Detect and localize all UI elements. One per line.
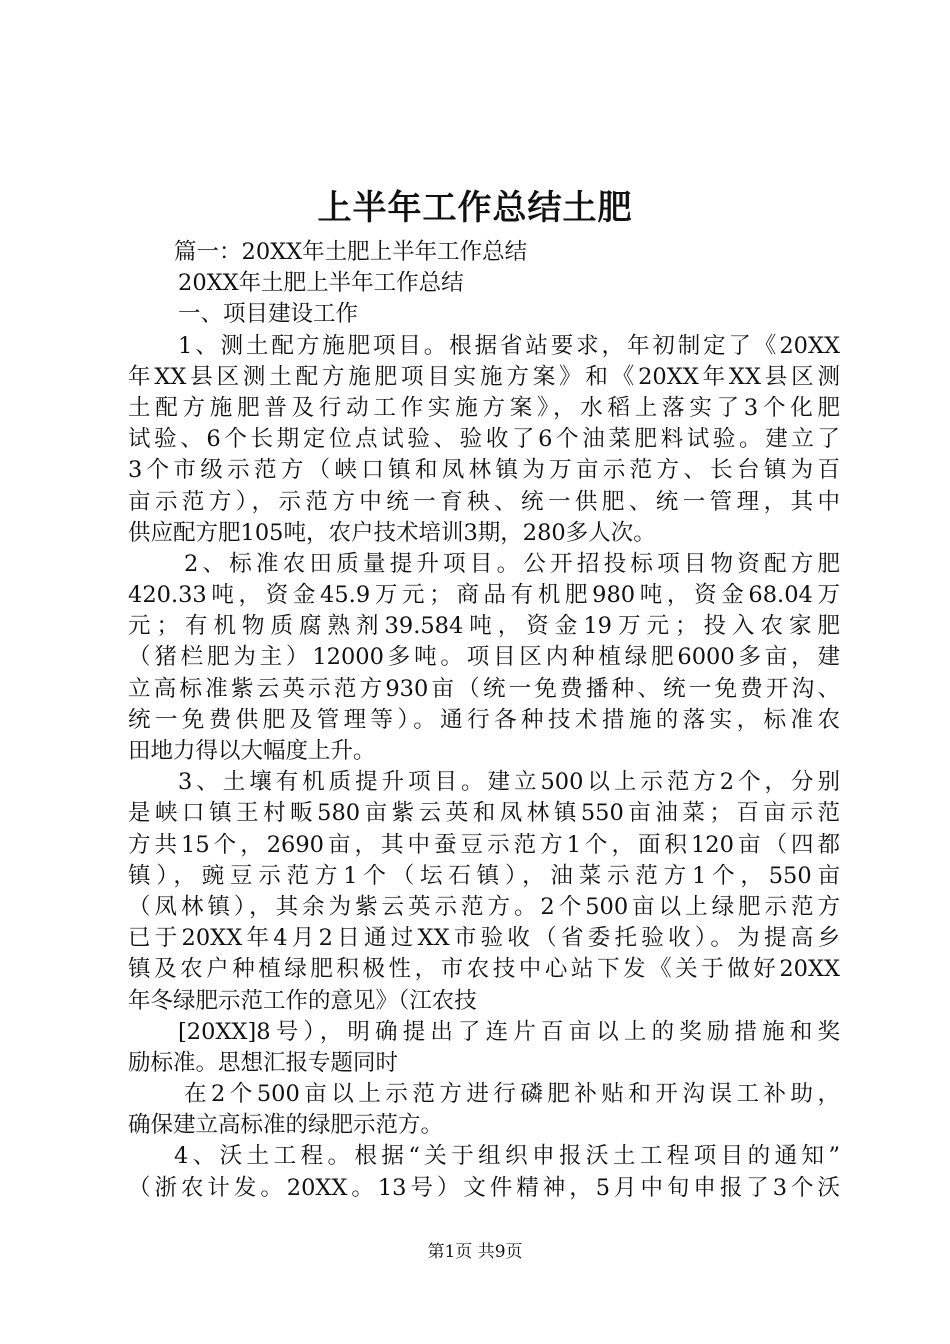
text-line: 4、沃土工程。根据“关于组织申报沃土工程项目的通知” <box>174 1143 840 1170</box>
text-line: 镇），豌豆示范方1个（坛石镇），油菜示范方1个，550亩 <box>128 862 840 889</box>
text-line: 已于20XX年4月2日通过XX市验收（省委托验收）。为提高乡 <box>128 925 840 952</box>
text-line: （浙农计发。20XX。13号）文件精神，5月中旬申报了3个沃 <box>128 1174 840 1201</box>
text-line: 励标准。思想汇报专题同时 <box>128 1049 399 1076</box>
text-line: 一、项目建设工作 <box>178 301 359 328</box>
text-line: 亩示范方），示范方中统一育秧、统一供肥、统一管理，其中 <box>128 488 840 515</box>
text-line: 元；有机物质腐熟剂39.584吨，资金19万元；投入农家肥 <box>128 613 840 640</box>
text-line: 20XX年土肥上半年工作总结 <box>178 270 464 297</box>
text-line: 确保建立高标准的绿肥示范方。 <box>128 1112 444 1139</box>
text-line: 年XX县区测土配方施肥项目实施方案》和《20XX年XX县区测 <box>128 363 840 390</box>
text-line: 是峡口镇王村畈580亩紫云英和凤林镇550亩油菜；百亩示范 <box>128 800 840 827</box>
text-line: 3个市级示范方（峡口镇和凤林镇为万亩示范方、长台镇为百 <box>128 457 840 484</box>
text-line: 统一免费供肥及管理等）。通行各种技术措施的落实，标准农 <box>128 706 840 733</box>
text-line: 420.33吨，资金45.9万元；商品有机肥980吨，资金68.04万 <box>128 582 840 609</box>
text-line: 供应配方肥105吨，农户技术培训3期，280多人次。 <box>128 519 656 546</box>
text-line: 2、标准农田质量提升项目。公开招投标项目物资配方肥 <box>184 550 840 577</box>
document-body <box>128 237 840 1204</box>
text-line: 年冬绿肥示范工作的意见》（江农技 <box>128 987 477 1014</box>
document-title: 上半年工作总结土肥 <box>317 188 633 228</box>
text-line: 田地力得以大幅度上升。 <box>128 738 376 764</box>
text-line: 篇一：20XX年土肥上半年工作总结 <box>174 239 528 265</box>
text-line: 3、土壤有机质提升项目。建立500以上示范方2个，分别 <box>178 769 840 796</box>
text-line: 立高标准紫云英示范方930亩（统一免费播种、统一免费开沟、 <box>128 675 840 702</box>
text-line: 镇及农户种植绿肥积极性，市农技中心站下发《关于做好20XX <box>128 956 840 983</box>
text-line: 方共15个，2690亩，其中蚕豆示范方1个，面积120亩（四都 <box>128 831 840 858</box>
text-line: 土配方施肥普及行动工作实施方案》，水稻上落实了3个化肥 <box>128 394 840 421</box>
text-line: （猪栏肥为主）12000多吨。项目区内种植绿肥6000多亩，建 <box>128 644 840 671</box>
text-line: （凤林镇），其余为紫云英示范方。2个500亩以上绿肥示范方 <box>128 893 840 920</box>
text-line: [20XX]8号），明确提出了连片百亩以上的奖励措施和奖 <box>178 1018 840 1045</box>
page-number-footer: 第1页 共9页 <box>427 1242 523 1262</box>
text-line: 试验、6个长期定位点试验、验收了6个油菜肥料试验。建立了 <box>128 426 840 453</box>
text-line: 1、测土配方施肥项目。根据省站要求，年初制定了《20XX <box>178 332 840 359</box>
text-line: 在2个500亩以上示范方进行磷肥补贴和开沟误工补助， <box>184 1081 840 1108</box>
